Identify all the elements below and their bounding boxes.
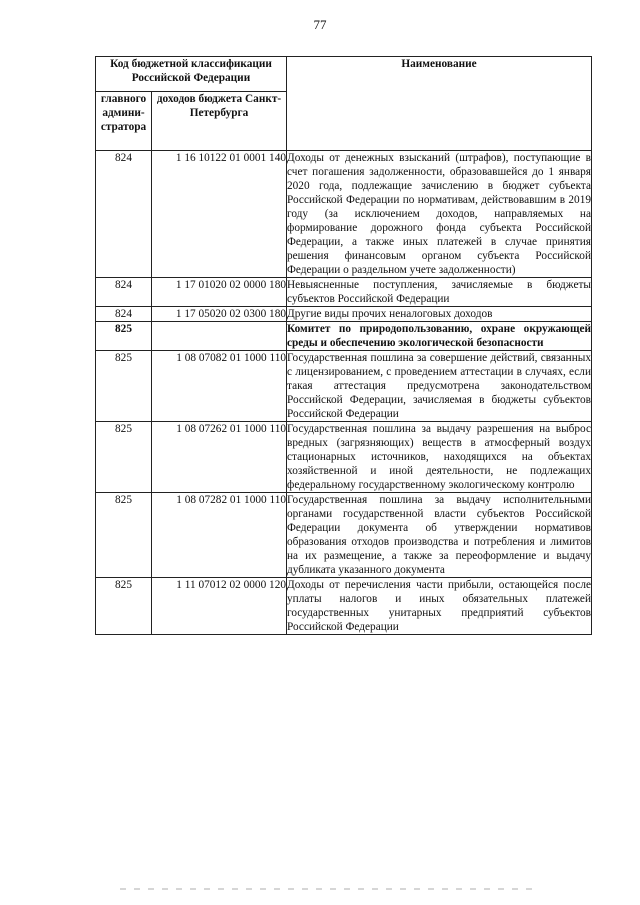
revenue-code-cell: 1 11 07012 02 0000 120 bbox=[152, 578, 287, 635]
revenue-code-cell: 1 08 07262 01 1000 110 bbox=[152, 422, 287, 493]
header-group-code: Код бюджетной классификации Российской Федерации bbox=[96, 57, 287, 92]
page-number: 77 bbox=[313, 17, 327, 32]
revenue-code-cell: 1 17 01020 02 0000 180 bbox=[152, 278, 287, 307]
admin-code-cell: 825 bbox=[96, 422, 152, 493]
description-cell: Государственная пошлина за совершение действий, связанных с лицензированием, с проведением аттестации в случаях, если такая аттестация предусмотрена законодательством Российской Федерации, зачисляемая в бюджеты субъектов Российской Федерации bbox=[287, 352, 591, 420]
admin-code-cell: 824 bbox=[96, 278, 152, 307]
header-revenue: доходов бюджета Санкт-Петербурга bbox=[152, 92, 287, 151]
revenue-code-cell: 1 16 10122 01 0001 140 bbox=[152, 151, 287, 278]
description-cell: Государственная пошлина за выдачу исполнительными органами государственной власти субъектов Российской Федерации документа об утверждении нормативов образования отходов производства и потребления и лимитов на их размещение, а также за переоформление и выдачу дубликата указанного документа bbox=[287, 494, 591, 576]
admin-code-cell: 824 bbox=[96, 307, 152, 322]
table-row bbox=[96, 493, 592, 578]
admin-code-cell: 825 bbox=[96, 578, 152, 635]
revenue-code-cell: 1 08 07082 01 1000 110 bbox=[152, 351, 287, 422]
table-row bbox=[96, 422, 592, 493]
budget-classification-table bbox=[95, 56, 592, 635]
description-cell: Невыясненные поступления, зачисляемые в бюджеты субъектов Российской Федерации bbox=[287, 279, 591, 305]
header-name: Наименование bbox=[287, 57, 592, 151]
description-cell: Комитет по природопользованию, охране окружающей среды и обеспечению экологической безопасности bbox=[287, 323, 591, 349]
revenue-code-cell: 1 17 05020 02 0300 180 bbox=[152, 307, 287, 322]
revenue-code-cell bbox=[152, 322, 287, 351]
description-cell: Другие виды прочих неналоговых доходов bbox=[287, 307, 592, 322]
table-row bbox=[96, 578, 592, 635]
admin-code-cell: 825 bbox=[96, 351, 152, 422]
scan-artifact-line bbox=[120, 888, 540, 890]
header-admin: главного админи-стратора bbox=[96, 92, 152, 151]
revenue-code-cell: 1 08 07282 01 1000 110 bbox=[152, 493, 287, 578]
admin-code-cell: 825 bbox=[96, 322, 152, 351]
table-row bbox=[96, 351, 592, 422]
table-row bbox=[96, 278, 592, 307]
admin-code-cell: 825 bbox=[96, 493, 152, 578]
description-cell: Доходы от денежных взысканий (штрафов), поступающие в счет погашения задолженности, образовавшейся до 1 января 2020 года, подлежащие зачислению в бюджет субъекта Российской Федерации по нормативам, действовавшим в 2019 году (за исключением доходов, направляемых на формирование дорожного фонда субъекта Российской Федерации, а также иных платежей в случае принятия решения финансовым органом субъекта Российской Федерации о раздельном учете задолженности) bbox=[287, 152, 591, 276]
description-cell: Доходы от перечисления части прибыли, остающейся после уплаты налогов и иных обязательных платежей государственных унитарных предприятий субъектов Российской Федерации bbox=[287, 579, 591, 633]
admin-code-cell: 824 bbox=[96, 151, 152, 278]
table-body bbox=[96, 151, 592, 635]
table-row bbox=[96, 151, 592, 278]
table-row bbox=[96, 322, 592, 351]
table-row bbox=[96, 307, 592, 322]
description-cell: Государственная пошлина за выдачу разрешения на выброс вредных (загрязняющих) веществ в атмосферный воздух стационарных источников, находящихся на объектах хозяйственной и иной деятельности, не подлежащих федеральному государственному экологическому контролю bbox=[287, 423, 591, 491]
